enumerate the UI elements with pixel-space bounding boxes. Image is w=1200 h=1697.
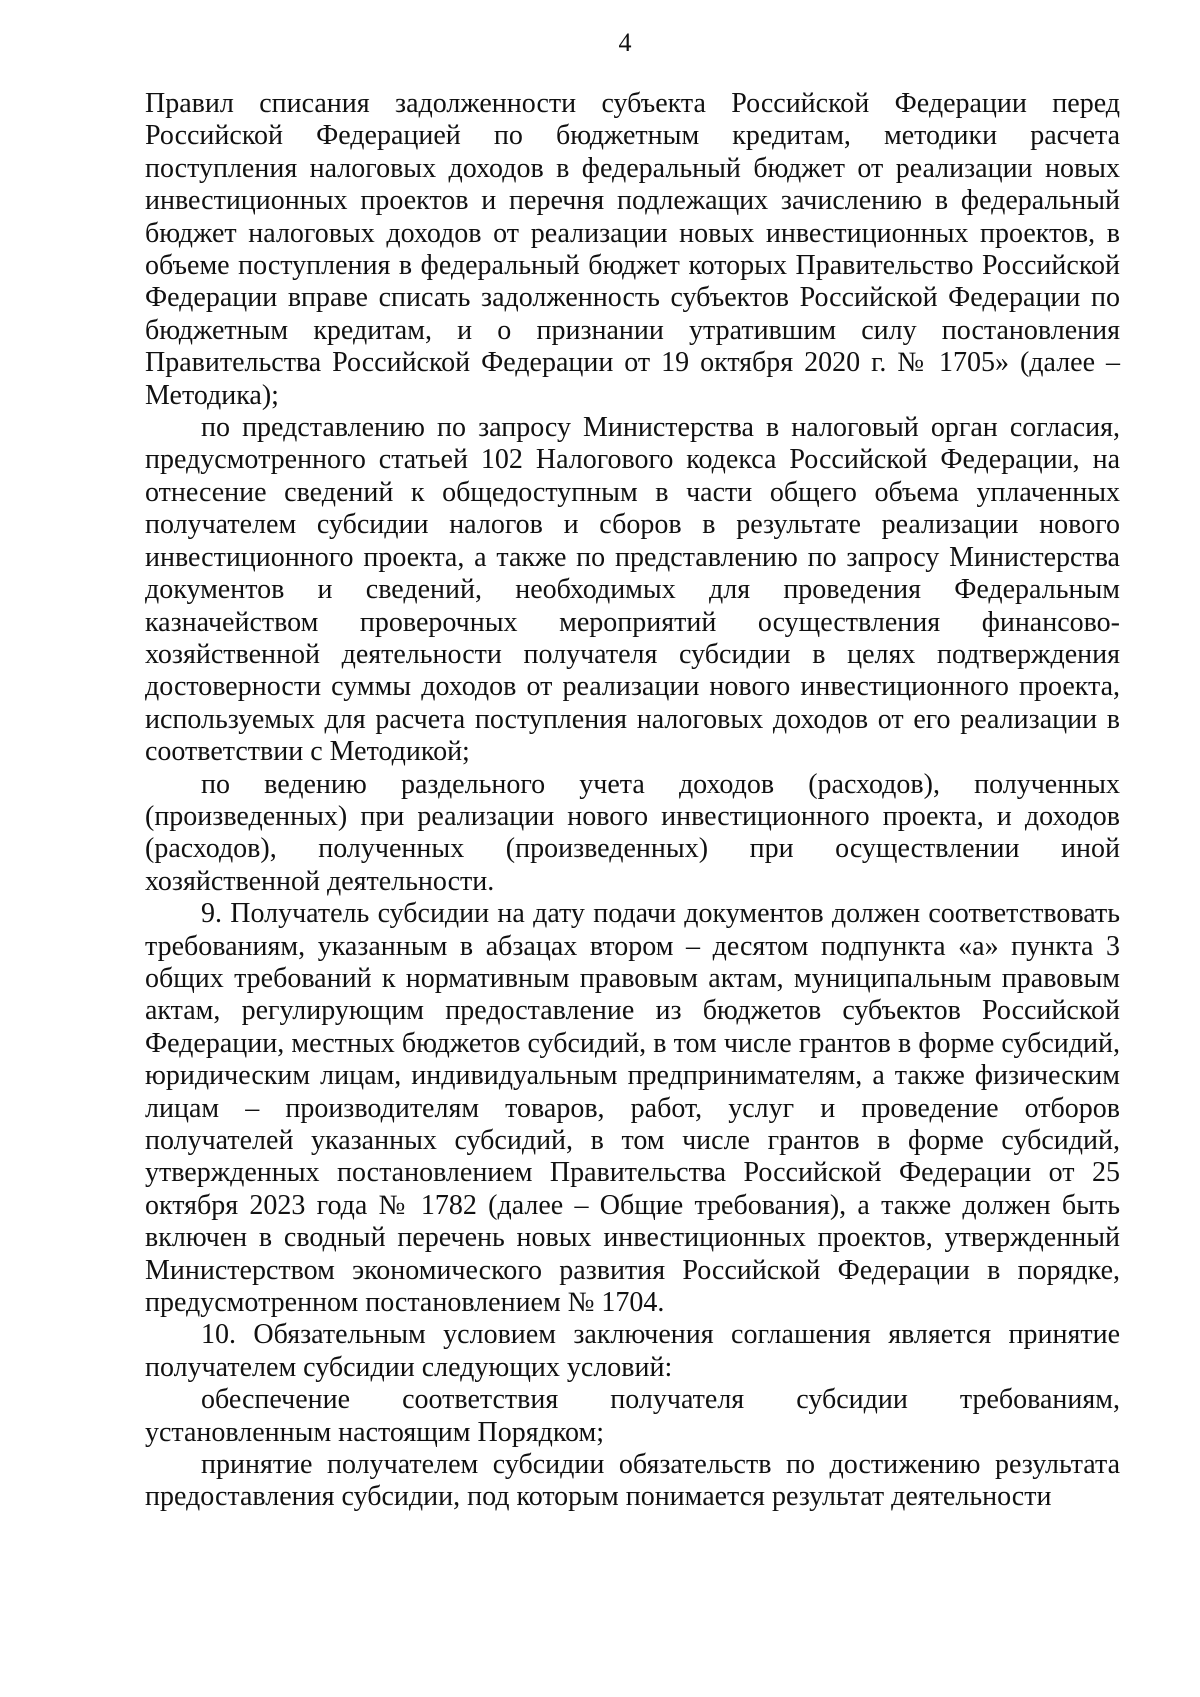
paragraph-compliance-condition: обеспечение соответствия получателя субсидии требованиям, установленным настоящим Порядком; [145,1384,1120,1448]
document-body [145,88,1120,1514]
paragraph-clause-10: 10. Обязательным условием заключения соглашения является принятие получателем субсидии следующих условий: [145,1319,1120,1383]
paragraph-tax-consent: по представлению по запросу Министерства в налоговый орган согласия, предусмотренного статьей 102 Налогового кодекса Российской Федерации, на отнесение сведений к общедоступным в части общего объема уплаченных получателем субсидии налогов и сборов в результате реализации нового инвестиционного проекта, а также по представлению по запросу Министерства документов и сведений, необходимых для проведения Федеральным казначейством проверочных мероприятий осуществления финансово-хозяйственной деятельности получателя субсидии в целях подтверждения достоверности суммы доходов от реализации нового инвестиционного проекта, используемых для расчета поступления налоговых доходов от его реализации в соответствии с Методикой; [145,412,1120,768]
paragraph-separate-accounting: по ведению раздельного учета доходов (расходов), полученных (произведенных) при реализации нового инвестиционного проекта, и доходов (расходов), полученных (произведенных) при осуществлении иной хозяйственной деятельности. [145,768,1120,897]
paragraph-result-obligation: принятие получателем субсидии обязательств по достижению результата предоставления субсидии, под которым понимается результат деятельности [145,1449,1120,1513]
page-number: 4 [618,28,632,57]
paragraph-clause-9: 9. Получатель субсидии на дату подачи документов должен соответствовать требованиям, указанным в абзацах втором – десятом подпункта «а» пункта 3 общих требований к нормативным правовым актам, муниципальным правовым актам, регулирующим предоставление из бюджетов субъектов Российской Федерации, местных бюджетов субсидий, в том числе грантов в форме субсидий, юридическим лицам, индивидуальным предпринимателям, а также физическим лицам – производителям товаров, работ, услуг и проведение отборов получателей указанных субсидий, в том числе грантов в форме субсидий, утвержденных постановлением Правительства Российской Федерации от 25 октября 2023 года № 1782 (далее – Общие требования), а также должен быть включен в сводный перечень новых инвестиционных проектов, утвержденный Министерством экономического развития Российской Федерации в порядке, предусмотренном постановлением № 1704. [145,898,1120,1319]
paragraph-methodology-continuation: Правил списания задолженности субъекта Российской Федерации перед Российской Федерацией по бюджетным кредитам, методики расчета поступления налоговых доходов в федеральный бюджет от реализации новых инвестиционных проектов и перечня подлежащих зачислению в федеральный бюджет налоговых доходов от реализации новых инвестиционных проектов, в объеме поступления в федеральный бюджет которых Правительство Российской Федерации вправе списать задолженность субъектов Российской Федерации по бюджетным кредитам, и о признании утратившим силу постановления Правительства Российской Федерации от 19 октября 2020 г. № 1705» (далее – Методика); [145,88,1120,411]
